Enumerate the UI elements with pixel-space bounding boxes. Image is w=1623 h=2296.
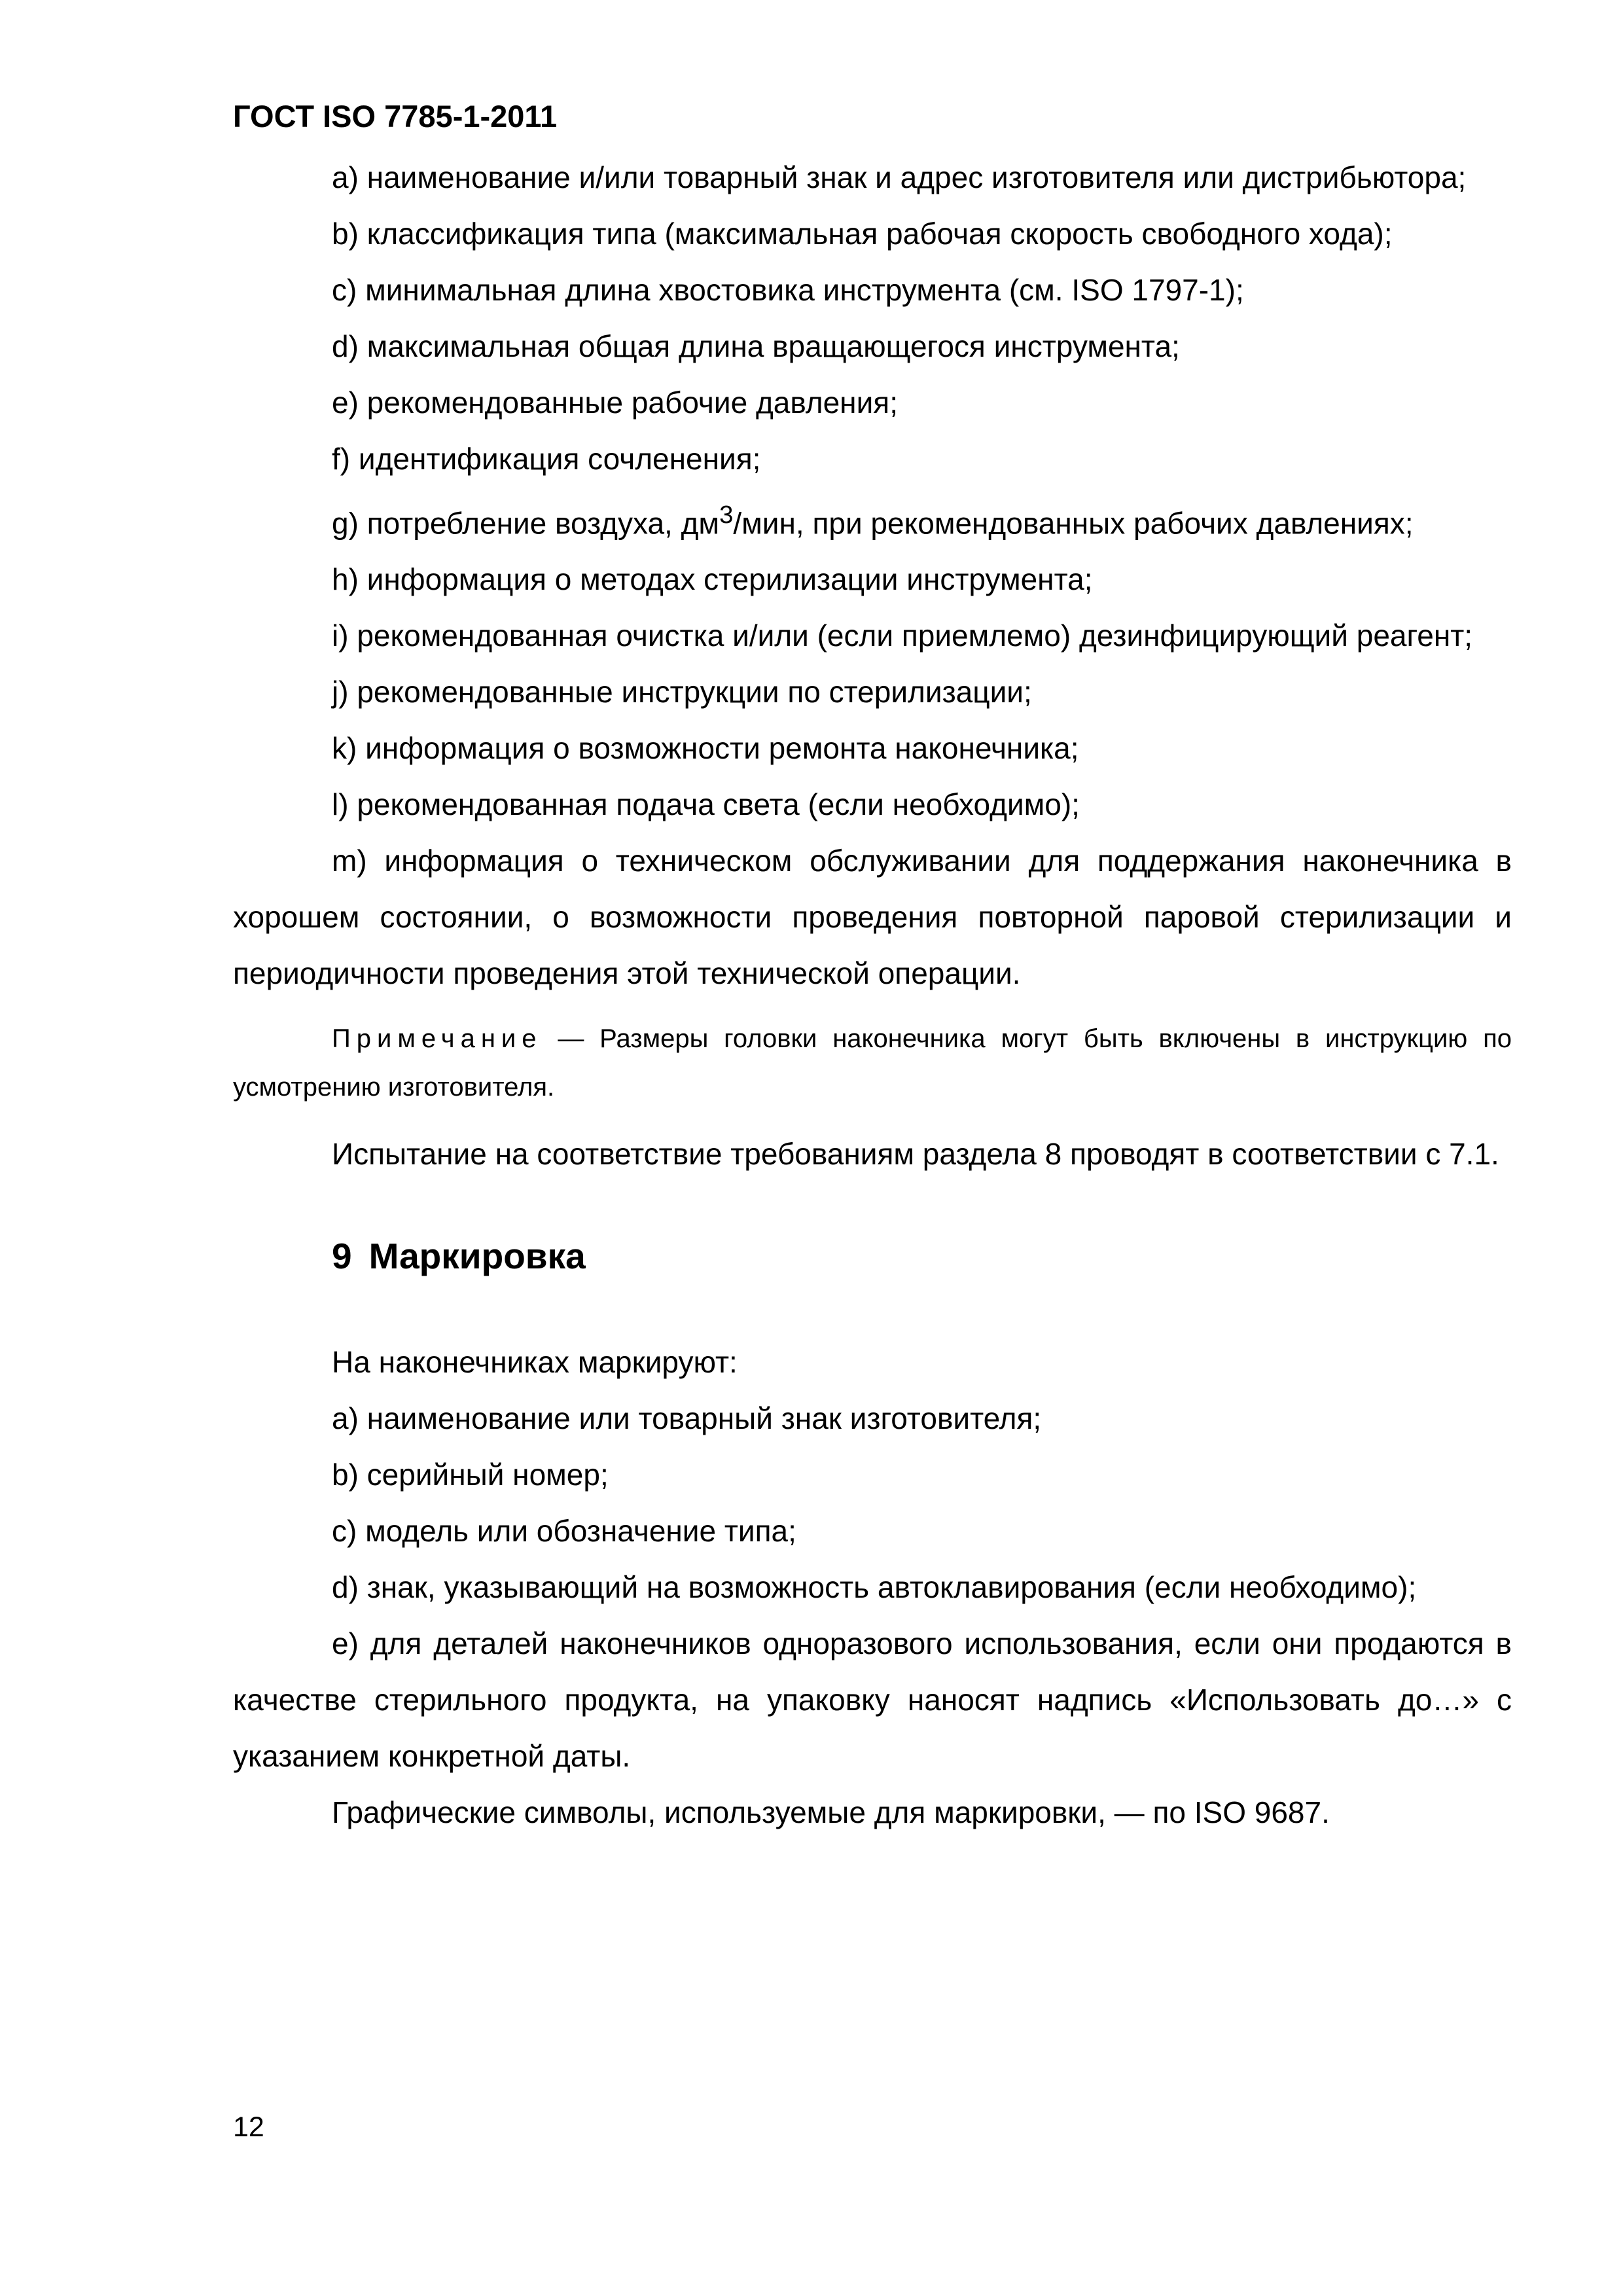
- section-heading: [332, 1228, 1512, 1284]
- list-item-f: f) идентификация сочленения;: [332, 442, 761, 476]
- test-paragraph: Испытание на соответствие требованиям раздела 8 проводят в соответствии с 7.1.: [332, 1137, 1499, 1172]
- list-item-c: c) минимальная длина хвостовика инструмента (см. ISO 1797-1);: [332, 273, 1244, 307]
- section-title: Маркировка: [368, 1236, 586, 1277]
- list-item-i: i) рекомендованная очистка и/или (если приемлемо) дезинфицирующий реагент;: [332, 619, 1473, 653]
- document-header: ГОСТ ISO 7785-1-2011: [233, 99, 558, 134]
- list-item-h: h) информация о методах стерилизации инструмента;: [332, 562, 1093, 597]
- page-number: 12: [233, 2111, 264, 2143]
- list-item-g-superscript: 3: [719, 501, 734, 529]
- marking-item-b: b) серийный номер;: [332, 1458, 609, 1492]
- list-item-g-before: g) потребление воздуха, дм: [332, 506, 720, 541]
- note-text: — Размеры головки наконечника могут быть включены в инструкцию по усмотрению изготовителя.: [233, 1024, 1512, 1102]
- list-item-k: k) информация о возможности ремонта наконечника;: [332, 731, 1079, 766]
- list-item-g: [233, 487, 1512, 551]
- closing-paragraph: Графические символы, используемые для маркировки, — по ISO 9687.: [332, 1795, 1330, 1830]
- marking-item-d: d) знак, указывающий на возможность автоклавирования (если необходимо);: [332, 1570, 1417, 1605]
- list-item-d: d) максимальная общая длина вращающегося инструмента;: [332, 329, 1180, 363]
- list-item-b: b) классификация типа (максимальная рабочая скорость свободного хода);: [332, 217, 1393, 251]
- marking-intro: На наконечниках маркируют:: [332, 1345, 738, 1380]
- marking-item-c: c) модель или обозначение типа;: [332, 1514, 796, 1549]
- note-paragraph: [233, 1014, 1512, 1111]
- marking-item-a: a) наименование или товарный знак изготовителя;: [332, 1401, 1042, 1436]
- list-item-m: m) информация о техническом обслуживании для поддержания наконечника в хорошем состоянии, о возможности проведения повторной паровой стерилизации и периодичности проведения этой технической операции.: [233, 844, 1512, 991]
- list-item-a: a) наименование и/или товарный знак и адрес изготовителя или дистрибьютора;: [332, 160, 1467, 194]
- list-item-j: j) рекомендованные инструкции по стерилизации;: [332, 675, 1032, 709]
- list-item-g-after: /мин, при рекомендованных рабочих давлениях;: [733, 506, 1414, 541]
- list-item-l: l) рекомендованная подача света (если необходимо);: [332, 787, 1080, 822]
- list-item-e: e) рекомендованные рабочие давления;: [332, 386, 898, 420]
- marking-item-e: e) для деталей наконечников одноразового использования, если они продаются в качестве стерильного продукта, на упаковку наносят надпись «Использовать до…» с указанием конкретной даты.: [233, 1626, 1512, 1774]
- section-number: 9: [332, 1236, 352, 1277]
- note-label: Примечание: [332, 1024, 543, 1054]
- page-content: [233, 149, 1512, 1840]
